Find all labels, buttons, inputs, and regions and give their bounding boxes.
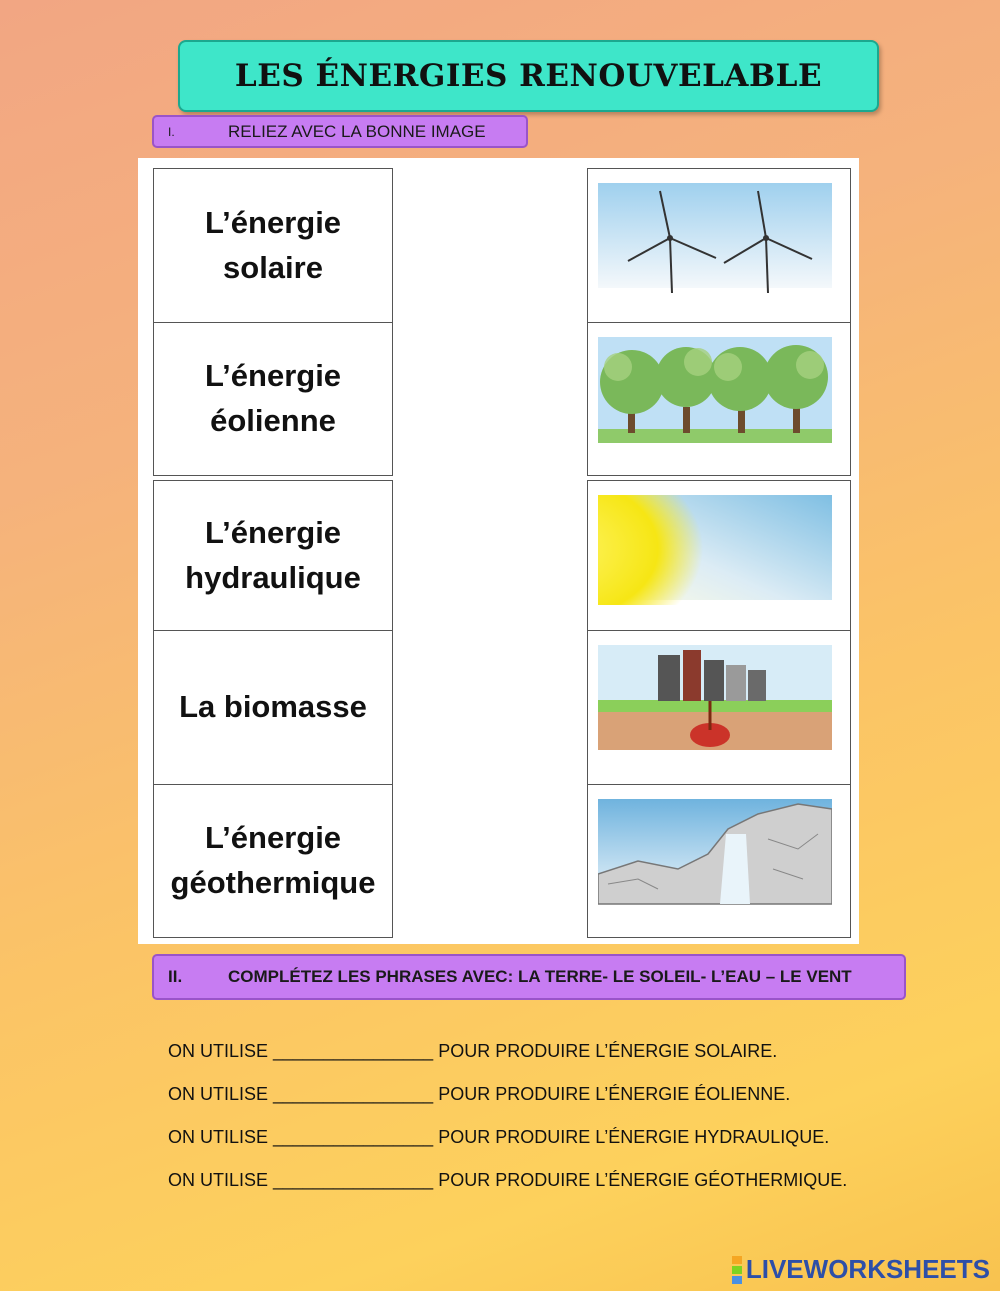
trees-icon	[598, 337, 832, 447]
sun-icon	[598, 495, 832, 605]
sentence-2[interactable]: ON UTILISE ________________ POUR PRODUIRE L’ÉNERGIE ÉOLIENNE.	[168, 1084, 791, 1104]
image-tile-trees[interactable]	[587, 322, 851, 476]
section-2-number: II.	[168, 967, 183, 986]
city-geothermal-icon	[598, 645, 832, 755]
title-banner	[178, 40, 879, 112]
section-2-label: COMPLÉTEZ LES PHRASES AVEC: LA TERRE- LE SOLEIL- L’EAU – LE VENT	[228, 967, 852, 986]
image-tile-waterfall[interactable]	[587, 784, 851, 938]
brand-name: LIVEWORKSHEETS	[745, 1254, 990, 1284]
waterfall-icon	[598, 799, 832, 909]
section-2-header	[152, 954, 906, 1000]
word-tile-biomasse[interactable]: La biomasse	[153, 630, 393, 785]
word-tile-geothermique[interactable]: L’énergie géothermique	[153, 784, 393, 938]
image-tile-wind[interactable]	[587, 168, 851, 323]
matching-panel	[138, 158, 859, 944]
sentence-1[interactable]: ON UTILISE ________________ POUR PRODUIRE L’ÉNERGIE SOLAIRE.	[168, 1041, 778, 1061]
word-tile-eolienne[interactable]: L’énergie éolienne	[153, 322, 393, 476]
sentence-3[interactable]: ON UTILISE ________________ POUR PRODUIRE L’ÉNERGIE HYDRAULIQUE.	[168, 1127, 830, 1147]
image-tile-sun[interactable]	[587, 480, 851, 631]
logo-blocks-icon	[732, 1255, 742, 1285]
page-title: LES ÉNERGIES RENOUVELABLE	[234, 58, 823, 94]
wind-turbines-icon	[598, 183, 832, 298]
section-1-label: RELIEZ AVEC LA BONNE IMAGE	[228, 121, 486, 141]
word-tile-hydraulique[interactable]: L’énergie hydraulique	[153, 480, 393, 631]
image-tile-city[interactable]	[587, 630, 851, 785]
word-tile-solaire[interactable]: L’énergie solaire	[153, 168, 393, 323]
sentence-4[interactable]: ON UTILISE ________________ POUR PRODUIRE L’ÉNERGIE GÉOTHERMIQUE.	[168, 1170, 848, 1190]
liveworksheets-logo	[732, 1254, 990, 1285]
section-1-header	[152, 115, 528, 148]
section-1-number: I.	[168, 124, 175, 139]
